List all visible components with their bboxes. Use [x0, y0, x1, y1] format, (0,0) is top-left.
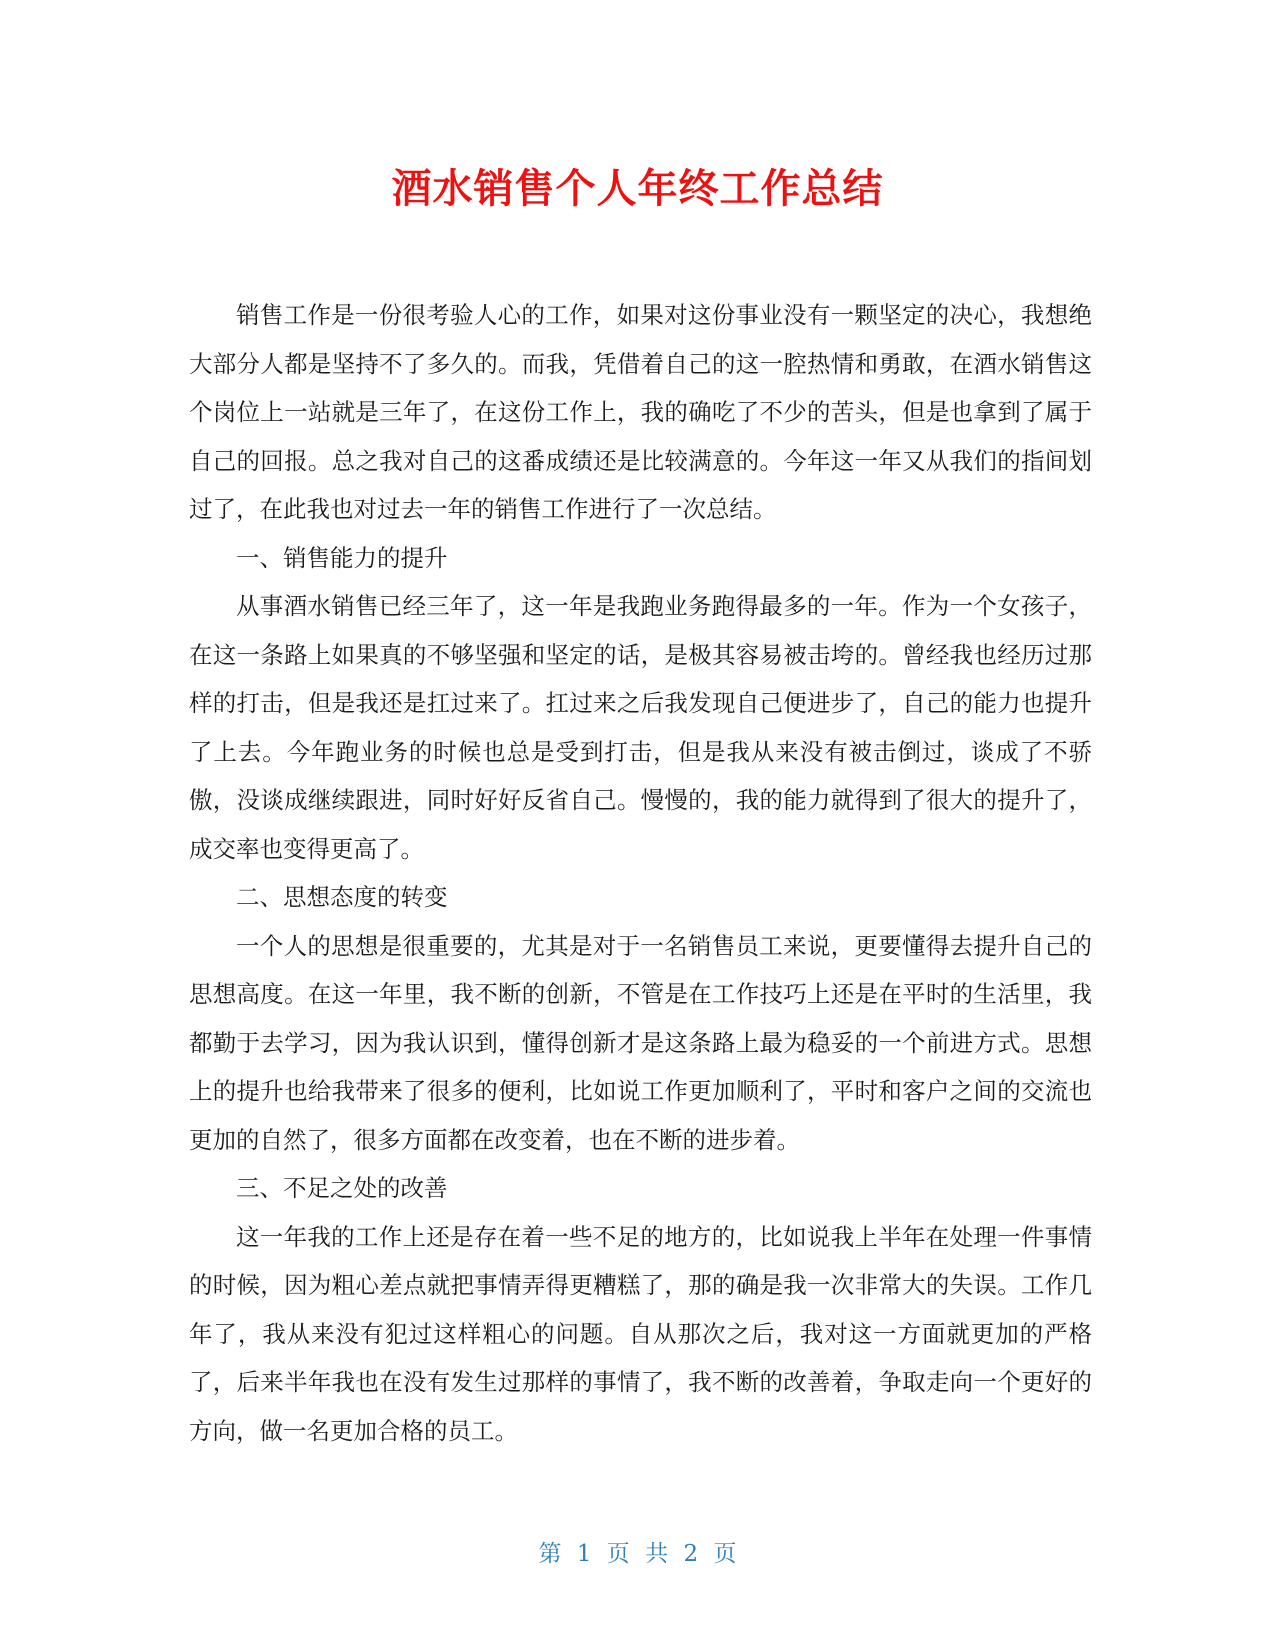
document-body [189, 291, 1092, 1455]
section-heading-2: 二、思想态度的转变 [236, 883, 448, 911]
section-heading-1: 一、销售能力的提升 [236, 543, 448, 572]
paragraph-section-2: 一个人的思想是很重要的，尤其是对于一名销售员工来说，更要懂得去提升自己的思想高度。在这一年里，我不断的创新，不管是在工作技巧上还是在平时的生活里，我都勤于去学习，因为我认识到，懂得创新才是这条路上最为稳妥的一个前进方式。思想上的提升也给我带来了很多的便利，比如说工作更加顺利了，平时和客户之间的交流也更加的自然了，很多方面都在改变着，也在不断的进步着。 [189, 931, 1092, 1154]
paragraph-intro: 销售工作是一份很考验人心的工作，如果对这份事业没有一颗坚定的决心，我想绝大部分人都是坚持不了多久的。而我，凭借着自己的这一腔热情和勇敢，在酒水销售这个岗位上一站就是三年了，在这份工作上，我的确吃了不少的苦头，但是也拿到了属于自己的回报。总之我对自己的这番成绩还是比较满意的。今年这一年又从我们的指间划过了，在此我也对过去一年的销售工作进行了一次总结。 [189, 301, 1092, 523]
paragraph-section-1: 从事酒水销售已经三年了，这一年是我跑业务跑得最多的一年。作为一个女孩子，在这一条路上如果真的不够坚强和坚定的话，是极其容易被击垮的。曾经我也经历过那样的打击，但是我还是扛过来了。扛过来之后我发现自己便进步了，自己的能力也提升了上去。今年跑业务的时候也总是受到打击，但是我从来没有被击倒过，谈成了不骄傲，没谈成继续跟进，同时好好反省自己。慢慢的，我的能力就得到了很大的提升了，成交率也变得更高了。 [189, 592, 1092, 863]
document-title: 酒水销售个人年终工作总结 [391, 166, 884, 212]
section-heading-3: 三、不足之处的改善 [236, 1174, 448, 1202]
page-number-footer: 第 1 页 共 2 页 [538, 1541, 737, 1567]
paragraph-section-3: 这一年我的工作上还是存在着一些不足的地方的，比如说我上半年在处理一件事情的时候，因为粗心差点就把事情弄得更糟糕了，那的确是我一次非常大的失误。工作几年了，我从来没有犯过这样粗心的问题。自从那次之后，我对这一方面就更加的严格了，后来半年我也在没有发生过那样的事情了，我不断的改善着，争取走向一个更好的方向，做一名更加合格的员工。 [189, 1222, 1092, 1445]
